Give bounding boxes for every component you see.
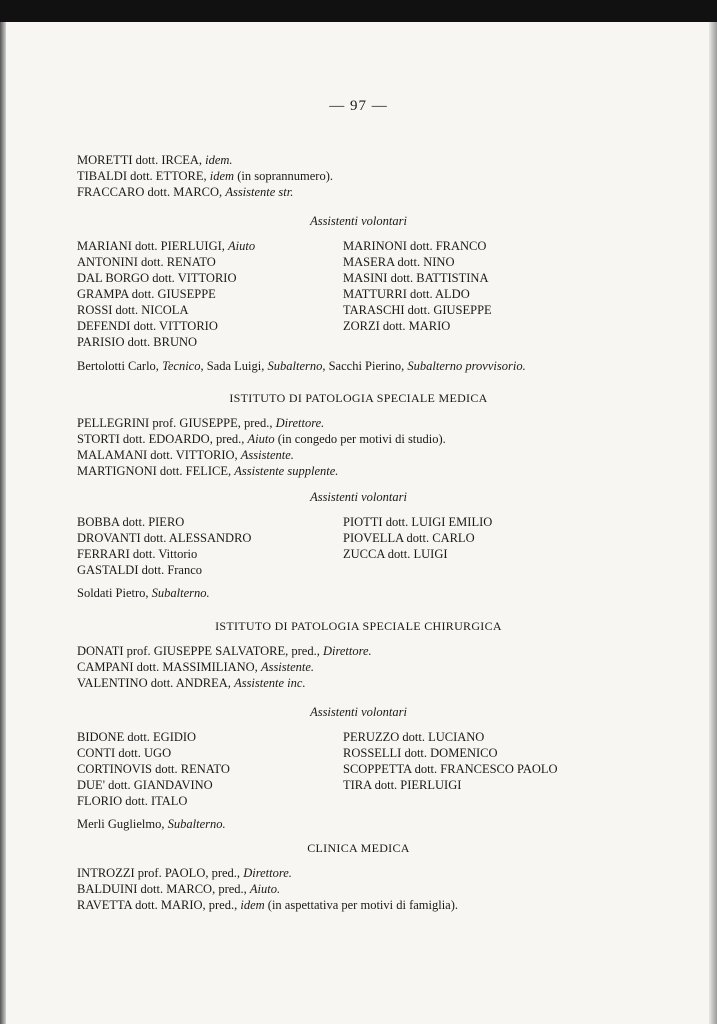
section-title: CLINICA MEDICA — [307, 841, 410, 855]
staff-line: MORETTI dott. IRCEA, idem. — [77, 153, 233, 167]
volunteer-right: TARASCHI dott. GIUSEPPE — [343, 303, 492, 317]
volunteer-right: MARINONI dott. FRANCO — [343, 239, 487, 253]
volunteer-left: ROSSI dott. NICOLA — [77, 303, 189, 317]
volunteer-left: BOBBA dott. PIERO — [77, 515, 185, 529]
volunteer-left: DROVANTI dott. ALESSANDRO — [77, 531, 252, 545]
volunteer-left: CORTINOVIS dott. RENATO — [77, 762, 230, 776]
volunteer-right: PERUZZO dott. LUCIANO — [343, 730, 485, 744]
volunteer-left: PARISIO dott. BRUNO — [77, 335, 198, 349]
volunteer-left: MARIANI dott. PIERLUIGI, Aiuto — [77, 239, 256, 253]
volunteer-right: MASERA dott. NINO — [343, 255, 455, 269]
volunteer-right: ZUCCA dott. LUIGI — [343, 547, 448, 561]
volunteer-left: ANTONINI dott. RENATO — [77, 255, 216, 269]
auxiliary-staff-line: Merli Guglielmo, Subalterno. — [77, 817, 226, 831]
volunteer-right: PIOTTI dott. LUIGI EMILIO — [343, 515, 493, 529]
staff-line: MARTIGNONI dott. FELICE, Assistente supplente. — [77, 464, 339, 478]
staff-line: FRACCARO dott. MARCO, Assistente str. — [77, 185, 294, 199]
staff-line: CAMPANI dott. MASSIMILIANO, Assistente. — [77, 660, 315, 674]
volunteer-left: DAL BORGO dott. VITTORIO — [77, 271, 237, 285]
auxiliary-staff-line: Bertolotti Carlo, Tecnico, Sada Luigi, Subalterno, Sacchi Pierino, Subalterno provvisorio. — [77, 359, 526, 373]
volunteer-left: GASTALDI dott. Franco — [77, 563, 203, 577]
section-title: ISTITUTO DI PATOLOGIA SPECIALE CHIRURGICA — [215, 619, 502, 633]
volunteer-left: DEFENDI dott. VITTORIO — [77, 319, 218, 333]
staff-line: MALAMANI dott. VITTORIO, Assistente. — [77, 448, 294, 462]
volunteer-left: GRAMPA dott. GIUSEPPE — [77, 287, 216, 301]
volunteers-heading: Assistenti volontari — [310, 705, 407, 719]
volunteer-right: TIRA dott. PIERLUIGI — [343, 778, 462, 792]
volunteer-right: MASINI dott. BATTISTINA — [343, 271, 489, 285]
volunteers-heading: Assistenti volontari — [310, 490, 407, 504]
staff-line: TIBALDI dott. ETTORE, idem (in soprannumero). — [77, 169, 333, 183]
volunteer-right: PIOVELLA dott. CARLO — [343, 531, 475, 545]
volunteer-left: FLORIO dott. ITALO — [77, 794, 188, 808]
staff-line: RAVETTA dott. MARIO, pred., idem (in aspettativa per motivi di famiglia). — [77, 898, 459, 912]
volunteer-right: SCOPPETTA dott. FRANCESCO PAOLO — [343, 762, 558, 776]
volunteer-left: BIDONE dott. EGIDIO — [77, 730, 197, 744]
volunteer-right: MATTURRI dott. ALDO — [343, 287, 470, 301]
staff-line: STORTI dott. EDOARDO, pred., Aiuto (in congedo per motivi di studio). — [77, 432, 446, 446]
volunteer-left: DUE' dott. GIANDAVINO — [77, 778, 213, 792]
staff-line: VALENTINO dott. ANDREA, Assistente inc. — [77, 676, 306, 690]
section-title: ISTITUTO DI PATOLOGIA SPECIALE MEDICA — [229, 391, 488, 405]
page-number: — 97 — — [329, 98, 388, 114]
staff-line: INTROZZI prof. PAOLO, pred., Direttore. — [77, 866, 292, 880]
volunteers-heading: Assistenti volontari — [310, 214, 407, 228]
staff-line: BALDUINI dott. MARCO, pred., Aiuto. — [77, 882, 281, 896]
volunteer-right: ZORZI dott. MARIO — [343, 319, 451, 333]
staff-line: PELLEGRINI prof. GIUSEPPE, pred., Direttore. — [77, 416, 325, 430]
volunteer-right: ROSSELLI dott. DOMENICO — [343, 746, 498, 760]
volunteer-left: CONTI dott. UGO — [77, 746, 172, 760]
volunteer-left: FERRARI dott. Vittorio — [77, 547, 198, 561]
staff-line: DONATI prof. GIUSEPPE SALVATORE, pred., Direttore. — [77, 644, 372, 658]
auxiliary-staff-line: Soldati Pietro, Subalterno. — [77, 586, 210, 600]
